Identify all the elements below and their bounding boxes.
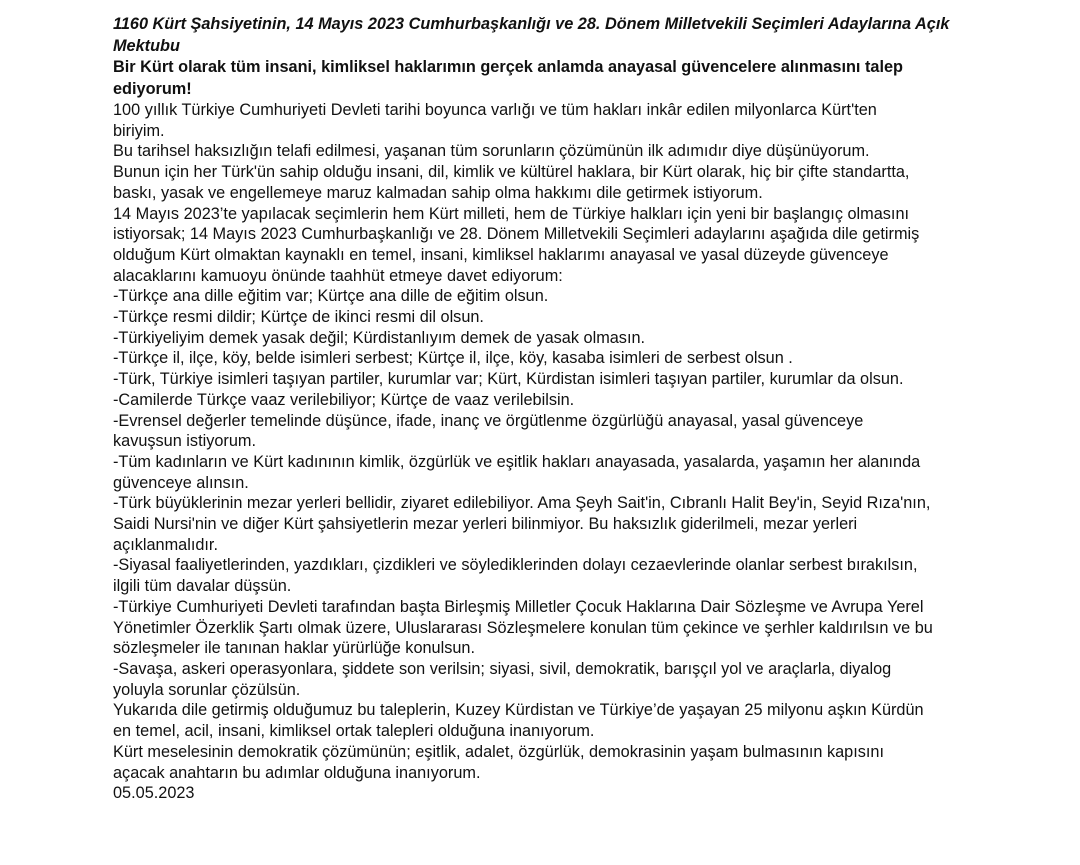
letter-body	[113, 100, 1013, 804]
body-line: biriyim.	[113, 121, 165, 140]
demand-item: -Türk büyüklerinin mezar yerleri bellidir, ziyaret edilebiliyor. Ama Şeyh Sait'in, Cıbranlı Halit Bey'in, Seyid Rıza'nın,	[113, 494, 931, 513]
letter-title	[113, 14, 1013, 57]
body-line: Yukarıda dile getirmiş olduğumuz bu taleplerin, Kuzey Kürdistan ve Türkiye’de yaşayan 25 milyonu aşkın Kürdün	[113, 701, 924, 720]
demand-item-continued: Yönetimler Özerklik Şartı olmak üzere, Uluslararası Sözleşmelere konulan tüm çekince ve şerhler kaldırılsın ve bu	[113, 618, 933, 637]
demand-item: -Camilerde Türkçe vaaz verilebiliyor; Kürtçe de vaaz verilebilsin.	[113, 390, 575, 409]
letter-date: 05.05.2023	[113, 784, 195, 803]
demand-item-continued: açıklanmalıdır.	[113, 535, 218, 554]
demand-item-continued: ilgili tüm davalar düşsün.	[113, 577, 292, 596]
demand-item: -Türkçe resmi dildir; Kürtçe de ikinci resmi dil olsun.	[113, 308, 484, 327]
demand-item: -Tüm kadınların ve Kürt kadınının kimlik, özgürlük ve eşitlik hakları anayasada, yasalarda, yaşamın her alanında	[113, 452, 921, 471]
demand-item: -Evrensel değerler temelinde düşünce, ifade, inanç ve örgütlenme özgürlüğü anayasal, yasal güvenceye	[113, 411, 864, 430]
body-line: alacaklarını kamuoyu önünde taahhüt etmeye davet ediyorum:	[113, 266, 563, 285]
body-line: Bu tarihsel haksızlığın telafi edilmesi, yaşanan tüm sorunların çözümünün ilk adımıdır diye düşünüyorum.	[113, 142, 870, 161]
body-line: Kürt meselesinin demokratik çözümünün; eşitlik, adalet, özgürlük, demokrasinin yaşam bulmasının kapısını	[113, 742, 885, 761]
body-line: en temel, acil, insani, kimliksel ortak talepleri olduğuna inanıyorum.	[113, 722, 595, 741]
demand-item: -Türkçe il, ilçe, köy, belde isimleri serbest; Kürtçe il, ilçe, köy, kasaba isimleri de serbest olsun .	[113, 349, 793, 368]
letter-subtitle-line: Bir Kürt olarak tüm insani, kimliksel haklarımın gerçek anlamda anayasal güvencelere alınmasını talep	[113, 58, 903, 76]
letter-title-line: Mektubu	[113, 36, 180, 55]
letter-title-line: 1160 Kürt Şahsiyetinin, 14 Mayıs 2023 Cumhurbaşkanlığı ve 28. Dönem Milletvekili Seçimleri Adaylarına Açık	[113, 15, 950, 33]
body-line: 100 yıllık Türkiye Cumhuriyeti Devleti tarihi boyunca varlığı ve tüm hakları inkâr edilen milyonlarca Kürt'ten	[113, 101, 877, 119]
body-line: açacak anahtarın bu adımlar olduğuna inanıyorum.	[113, 763, 481, 782]
body-line: istiyorsak; 14 Mayıs 2023 Cumhurbaşkanlığı ve 28. Dönem Milletvekili Seçimleri adaylarını aşağıda dile getirmiş	[113, 225, 920, 244]
open-letter-document	[113, 14, 1013, 804]
body-line: baskı, yasak ve engellemeye maruz kalmadan sahip olma hakkımı dile getirmek istiyorum.	[113, 183, 763, 202]
demand-item-continued: kavuşsun istiyorum.	[113, 432, 256, 451]
demand-item: -Siyasal faaliyetlerinden, yazdıkları, çizdikleri ve söylediklerinden dolayı cezaevlerinde olanlar serbest bırakılsın,	[113, 556, 918, 575]
body-line: 14 Mayıs 2023’te yapılacak seçimlerin hem Kürt milleti, hem de Türkiye halkları için yeni bir başlangıç olmasını	[113, 204, 910, 223]
demand-item: -Türkiyeliyim demek yasak değil; Kürdistanlıyım demek de yasak olmasın.	[113, 328, 646, 347]
demand-item: -Türk, Türkiye isimleri taşıyan partiler, kurumlar var; Kürt, Kürdistan isimleri taşıyan partiler, kurumlar da olsun.	[113, 370, 904, 389]
demand-item: -Türkiye Cumhuriyeti Devleti tarafından başta Birleşmiş Milletler Çocuk Haklarına Dair Sözleşme ve Avrupa Yerel	[113, 597, 924, 616]
demand-item-continued: Saidi Nursi'nin ve diğer Kürt şahsiyetlerin mezar yerleri bilinmiyor. Bu haksızlık giderilmeli, mezar yerleri	[113, 515, 858, 534]
body-line: olduğum Kürt olmaktan kaynaklı en temel, insani, kimliksel haklarımı anayasal ve yasal düzeyde güvenceye	[113, 245, 889, 264]
demand-item-continued: güvenceye alınsın.	[113, 473, 249, 492]
demand-item: -Türkçe ana dille eğitim var; Kürtçe ana dille de eğitim olsun.	[113, 287, 549, 306]
demand-item-continued: yoluyla sorunlar çözülsün.	[113, 680, 301, 699]
letter-subtitle-line: ediyorum!	[113, 79, 192, 98]
demand-item-continued: sözleşmeler ile tanınan haklar yürürlüğe konulsun.	[113, 639, 476, 658]
letter-subtitle	[113, 57, 1013, 100]
body-line: Bunun için her Türk'ün sahip olduğu insani, dil, kimlik ve kültürel haklara, bir Kürt olarak, hiç bir çifte standartta,	[113, 163, 910, 182]
demand-item: -Savaşa, askeri operasyonlara, şiddete son verilsin; siyasi, sivil, demokratik, barışçıl yol ve araçlarla, diyalog	[113, 659, 892, 678]
